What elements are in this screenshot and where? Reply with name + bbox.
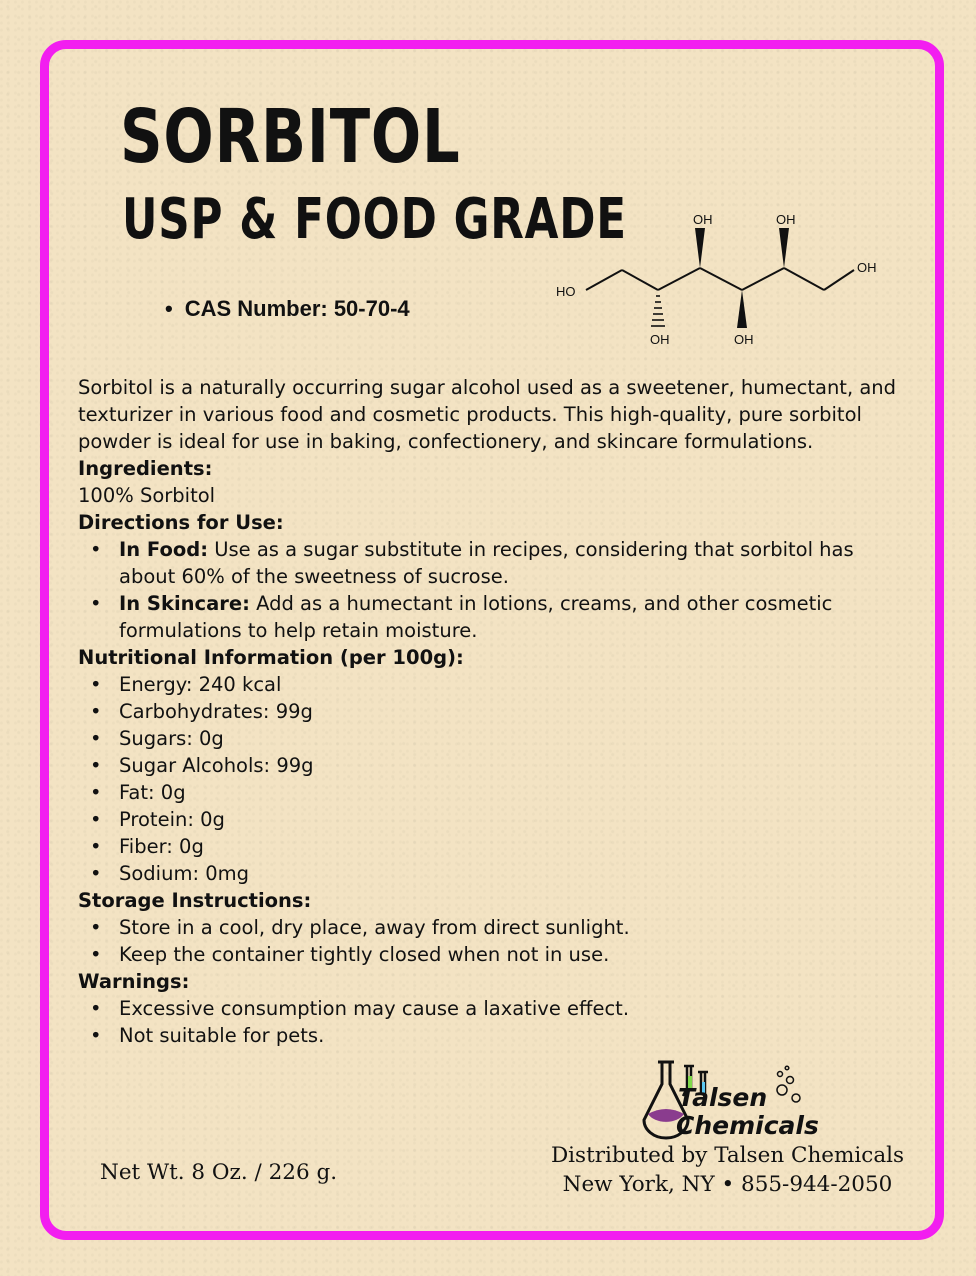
net-weight: Net Wt. 8 Oz. / 226 g.	[100, 1160, 338, 1185]
label-oh-top-1: OH	[693, 212, 713, 227]
label-body	[78, 374, 908, 1049]
direction-item	[119, 590, 908, 644]
warnings-list	[78, 995, 908, 1049]
wedge-bond-3	[779, 228, 789, 268]
storage-list	[78, 914, 908, 968]
nutrition-item: • Fat: 0g	[119, 779, 908, 806]
talsen-chemicals-logo	[630, 1058, 830, 1148]
direction-text: Add as a humectant in lotions, creams, and other cosmetic formulations to help retain moisture.	[119, 592, 833, 642]
label-oh-bottom-1: OH	[650, 332, 670, 347]
wedge-bond-1	[695, 228, 705, 268]
direction-label: In Food:	[119, 538, 209, 561]
distributor-info	[550, 1141, 905, 1199]
warning-item: • Excessive consumption may cause a laxative effect.	[119, 995, 908, 1022]
ingredients-text: 100% Sorbitol	[78, 484, 216, 507]
nutrition-heading: Nutritional Information (per 100g):	[78, 646, 464, 669]
hashed-bond	[651, 296, 665, 326]
storage-item: • Keep the container tightly closed when not in use.	[119, 941, 908, 968]
nutrition-item: • Sugar Alcohols: 99g	[119, 752, 908, 779]
distributor-address: New York, NY • 855-944-2050	[562, 1172, 893, 1197]
warnings-heading: Warnings:	[78, 970, 190, 993]
nutrition-item: • Carbohydrates: 99g	[119, 698, 908, 725]
directions-list	[78, 536, 908, 644]
nutrition-item: • Sugars: 0g	[119, 725, 908, 752]
ingredients-heading: Ingredients:	[78, 457, 213, 480]
sorbitol-structure-diagram	[548, 200, 888, 360]
bubbles-icon	[777, 1066, 800, 1102]
nutrition-item: • Protein: 0g	[119, 806, 908, 833]
structure-bonds	[586, 268, 854, 290]
nutrition-list	[78, 671, 908, 887]
direction-item	[119, 536, 908, 590]
storage-item: • Store in a cool, dry place, away from direct sunlight.	[119, 914, 908, 941]
product-subtitle: USP & FOOD GRADE	[122, 187, 627, 252]
nutrition-item: • Sodium: 0mg	[119, 860, 908, 887]
cas-number: • CAS Number: 50-70-4	[165, 296, 410, 322]
label-oh-right: OH	[857, 260, 877, 275]
direction-text: Use as a sugar substitute in recipes, considering that sorbitol has about 60% of the sweetness of sucrose.	[119, 538, 854, 588]
product-description: Sorbitol is a naturally occurring sugar alcohol used as a sweetener, humectant, and texturizer in various food and cosmetic products. This high-quality, pure sorbitol powder is ideal for use in baking, confectionery, and skincare formulations.	[78, 376, 897, 453]
logo-text-chemicals: Chemicals	[676, 1111, 819, 1140]
product-title: SORBITOL	[120, 94, 461, 180]
label-oh-top-2: OH	[776, 212, 796, 227]
warning-item: • Not suitable for pets.	[119, 1022, 908, 1049]
nutrition-item: • Energy: 240 kcal	[119, 671, 908, 698]
label-oh-bottom-2: OH	[734, 332, 754, 347]
logo-text-talsen: Talsen	[678, 1083, 768, 1112]
label-ho: HO	[556, 284, 576, 299]
directions-heading: Directions for Use:	[78, 511, 284, 534]
wedge-bond-2	[737, 290, 747, 328]
storage-heading: Storage Instructions:	[78, 889, 312, 912]
distributor-line: Distributed by Talsen Chemicals	[550, 1143, 905, 1168]
nutrition-item: • Fiber: 0g	[119, 833, 908, 860]
direction-label: In Skincare:	[119, 592, 250, 615]
